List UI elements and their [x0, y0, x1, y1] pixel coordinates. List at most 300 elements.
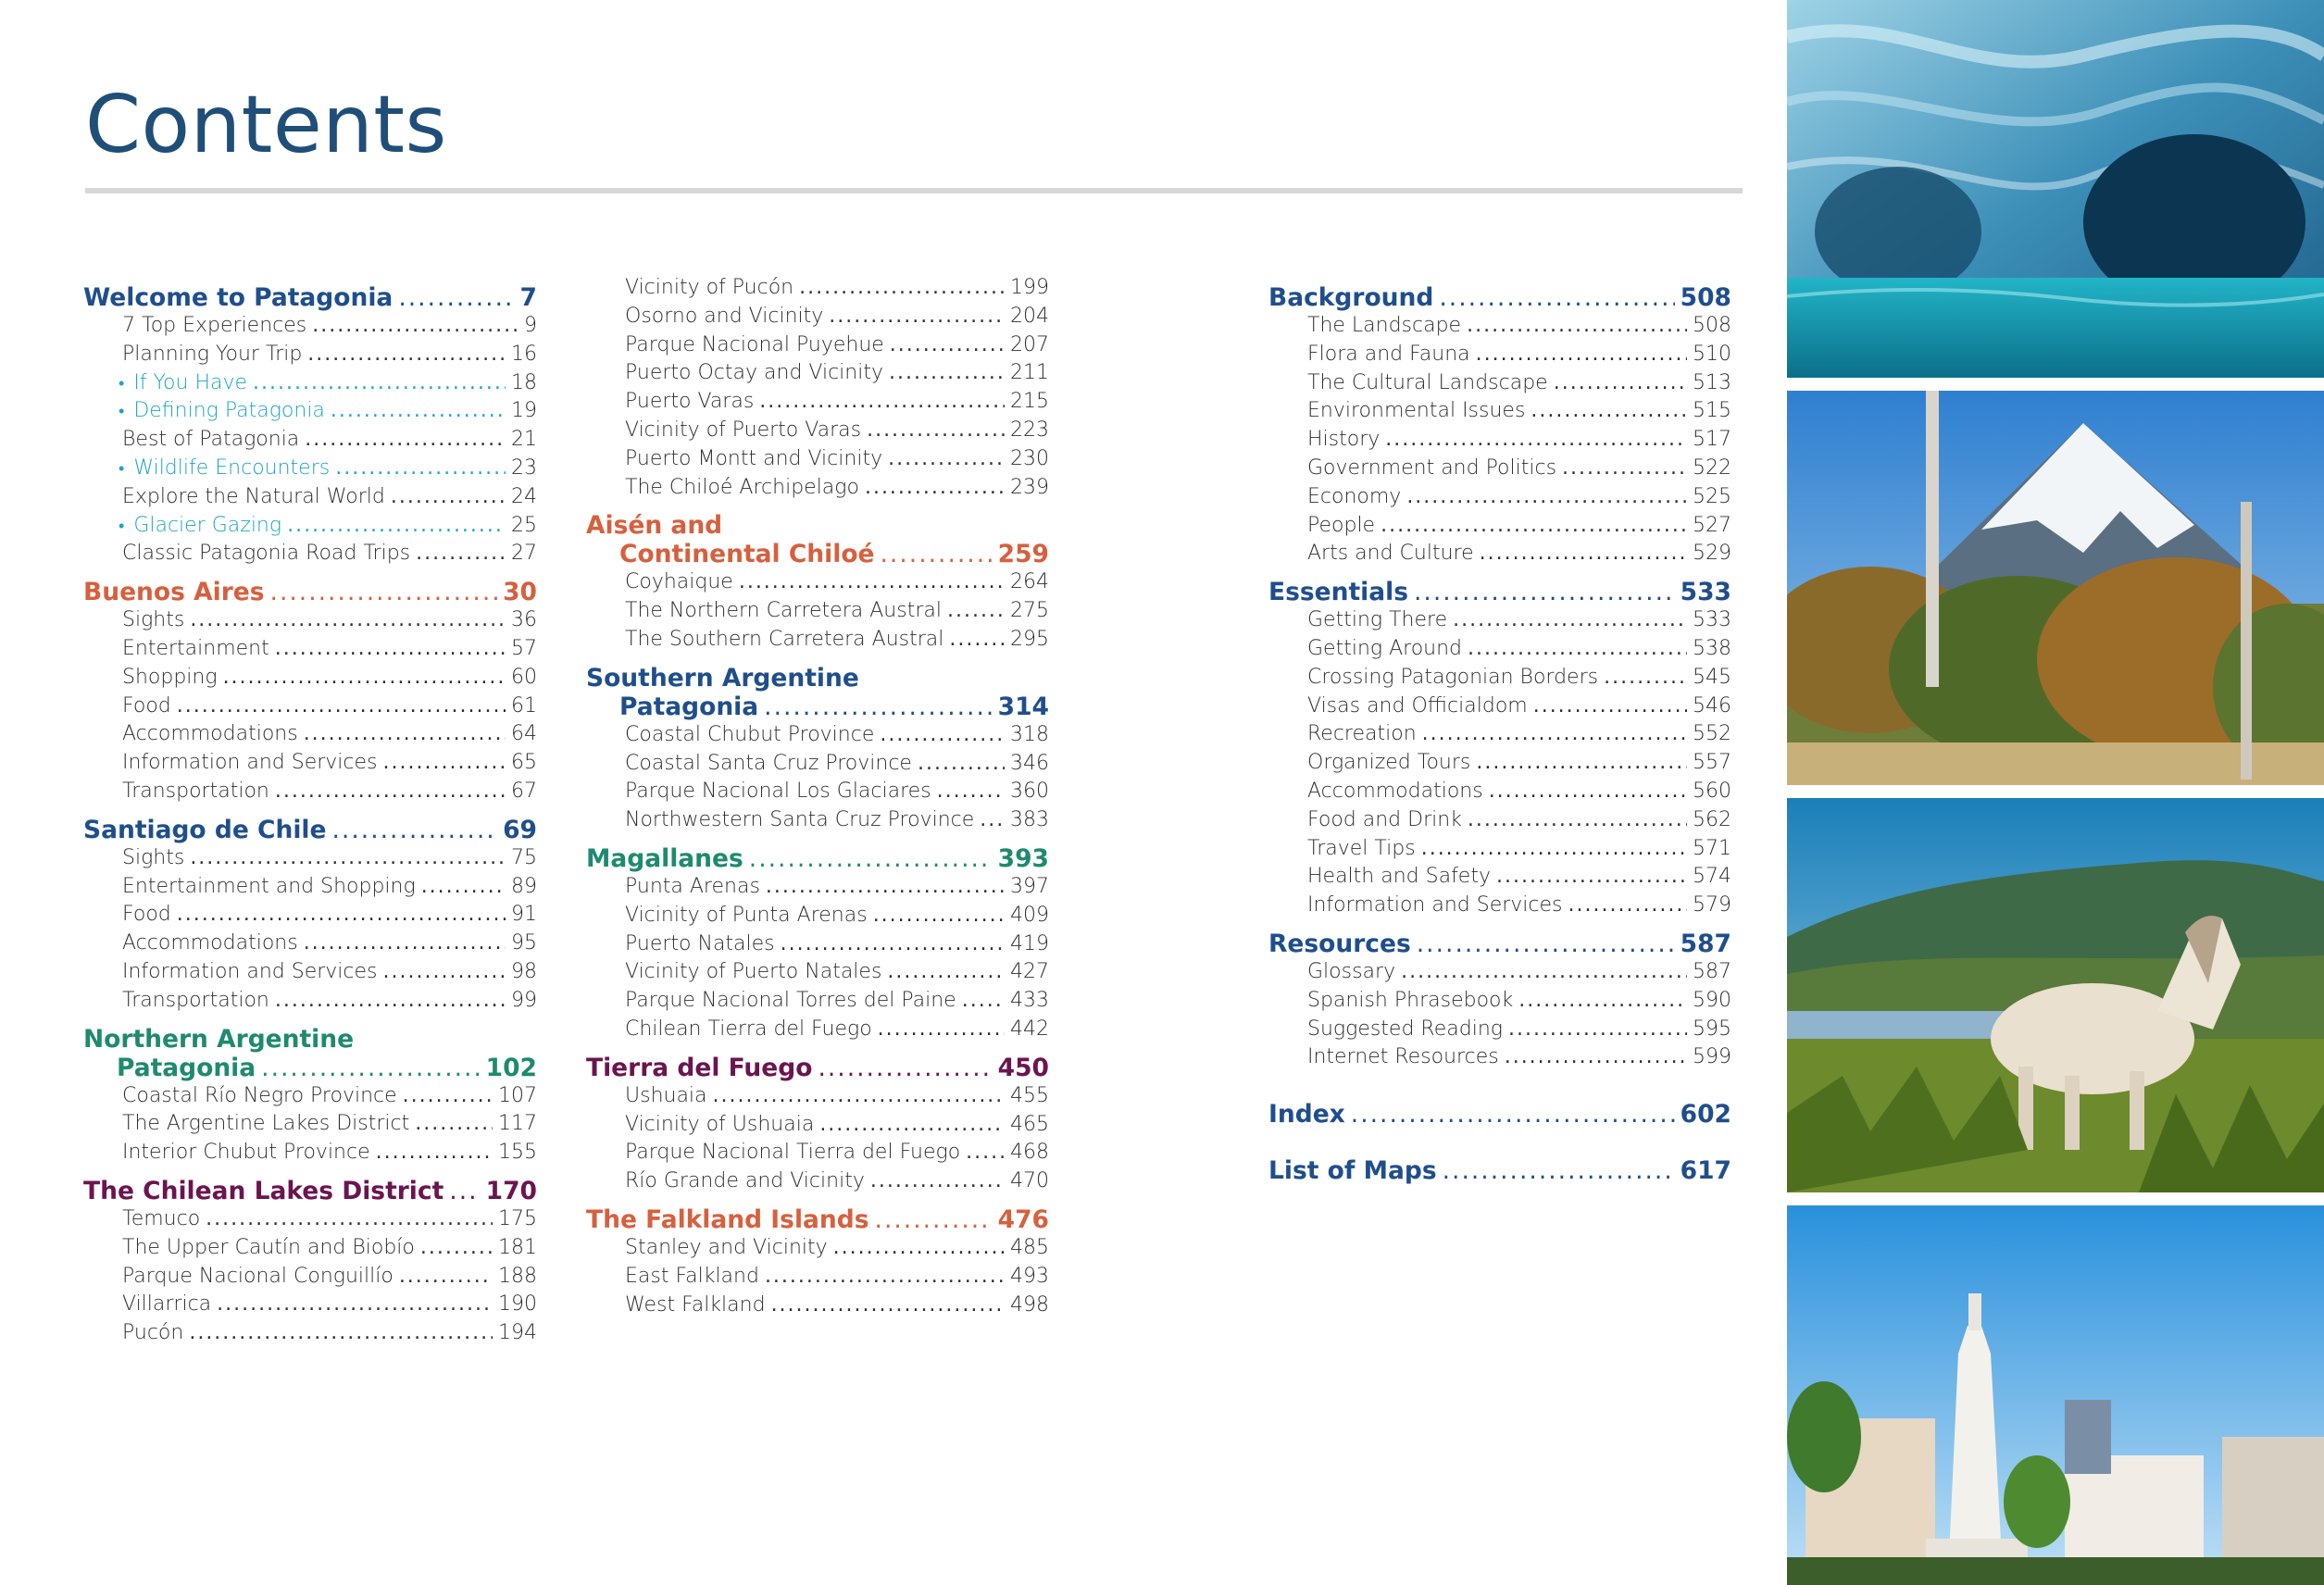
entry-page-number: 19 — [511, 399, 537, 423]
toc-section-magallanes — [586, 844, 1049, 1044]
toc-entry[interactable] — [83, 1263, 537, 1292]
toc-entry[interactable] — [83, 483, 537, 512]
toc-section-list-of-maps — [1268, 1156, 1731, 1185]
entry-title: Flora and Fauna — [1307, 342, 1470, 366]
toc-entry[interactable] — [83, 930, 537, 958]
entry-title: Parque Nacional Los Glaciares — [625, 780, 931, 804]
dot-leader — [1401, 958, 1687, 987]
entry-page-number: 61 — [511, 693, 537, 718]
toc-entry[interactable] — [586, 359, 1049, 388]
toc-entry[interactable] — [1268, 806, 1731, 835]
section-page-number: 7 — [519, 283, 537, 312]
entry-title: The Cultural Landscape — [1307, 370, 1548, 394]
entry-title: Internet Resources — [1307, 1045, 1499, 1069]
entry-title: The Upper Cautín and Biobío — [122, 1235, 415, 1259]
entry-title: People — [1307, 513, 1376, 537]
dot-leader — [312, 312, 519, 341]
toc-entry[interactable] — [1268, 635, 1731, 664]
entry-page-number: 525 — [1693, 484, 1731, 508]
entry-title: Organized Tours — [1307, 751, 1471, 775]
toc-entry[interactable] — [83, 664, 537, 693]
entry-page-number: 18 — [511, 370, 537, 394]
toc-entry[interactable] — [1268, 720, 1731, 749]
dot-leader — [873, 902, 1005, 930]
entry-title: Vicinity of Puerto Varas — [625, 418, 862, 442]
dot-leader — [1531, 397, 1687, 426]
dot-leader — [1604, 664, 1687, 693]
entry-title: Vicinity of Ushuaia — [625, 1112, 815, 1136]
entry-title: Stanley and Vicinity — [625, 1235, 828, 1259]
dot-leader — [376, 1139, 493, 1167]
section-title: Index — [1268, 1100, 1345, 1129]
entry-page-number: 99 — [511, 988, 537, 1012]
entry-page-number: 522 — [1693, 456, 1731, 480]
entry-page-number: 508 — [1693, 314, 1731, 337]
toc-entry[interactable] — [1268, 512, 1731, 541]
toc-entry[interactable] — [586, 1082, 1049, 1111]
entry-page-number: 107 — [498, 1083, 537, 1107]
entry-page-number: 190 — [498, 1292, 537, 1317]
toc-entry[interactable] — [1268, 778, 1731, 806]
entry-page-number: 409 — [1010, 903, 1049, 927]
dot-leader — [1467, 312, 1687, 341]
toc-entry[interactable] — [586, 597, 1049, 626]
section-heading[interactable] — [1268, 1100, 1731, 1129]
dot-leader — [937, 778, 1005, 806]
toc-entry[interactable] — [1268, 341, 1731, 369]
bullet-icon: • — [119, 373, 125, 393]
entry-title: Puerto Varas — [625, 390, 755, 414]
entry-page-number: 9 — [524, 314, 537, 337]
toc-entry[interactable] — [1268, 455, 1731, 483]
toc-entry[interactable] — [83, 1139, 537, 1167]
entry-title: The Argentine Lakes District — [122, 1112, 410, 1136]
toc-entry[interactable] — [586, 1167, 1049, 1196]
toc-section-tierra-del-fuego — [586, 1054, 1049, 1196]
dot-leader — [962, 987, 1005, 1016]
section-heading[interactable] — [83, 578, 537, 606]
toc-section-southern-argentine — [586, 664, 1049, 835]
dot-leader — [1422, 720, 1687, 749]
entry-page-number: 517 — [1693, 428, 1731, 452]
dot-leader — [1453, 606, 1687, 635]
section-heading[interactable] — [83, 816, 537, 844]
dot-leader — [887, 958, 1005, 987]
entry-page-number: 199 — [1010, 276, 1049, 299]
dot-leader — [1417, 930, 1675, 958]
section-heading[interactable] — [586, 664, 1049, 721]
section-title: Tierra del Fuego — [586, 1053, 813, 1082]
entry-page-number: 239 — [1010, 475, 1049, 499]
entry-page-number: 513 — [1693, 370, 1731, 394]
section-title: Magallanes — [586, 843, 743, 873]
entry-page-number: 275 — [1010, 599, 1049, 623]
dot-leader — [889, 359, 1005, 388]
toc-entry[interactable] — [1268, 892, 1731, 920]
toc-entry[interactable] — [586, 1292, 1049, 1320]
entry-title: Food — [122, 903, 171, 927]
toc-entry[interactable] — [586, 626, 1049, 655]
entry-page-number: 493 — [1010, 1264, 1049, 1288]
entry-page-number: 67 — [511, 779, 537, 803]
section-page-number: 450 — [997, 1053, 1049, 1082]
toc-entry[interactable] — [83, 958, 537, 987]
dot-leader — [206, 1205, 493, 1234]
entry-title: Northwestern Santa Cruz Province — [625, 808, 975, 832]
dot-leader — [332, 816, 498, 844]
entry-title: Vicinity of Puerto Natales — [625, 960, 882, 984]
dot-leader — [880, 721, 1005, 750]
section-page-number: 393 — [997, 843, 1049, 873]
section-heading[interactable] — [586, 1205, 1049, 1234]
dot-leader — [749, 844, 993, 873]
toc-entry[interactable] — [83, 426, 537, 455]
toc-entry[interactable] — [586, 1016, 1049, 1044]
section-heading[interactable] — [586, 511, 1049, 568]
dot-leader — [223, 664, 506, 693]
toc-section-welcome-to-patagonia — [83, 283, 537, 568]
entry-title: Interior Chubut Province — [122, 1141, 370, 1165]
toc-entry[interactable] — [1268, 483, 1731, 512]
section-heading[interactable] — [83, 1025, 537, 1082]
entry-page-number: 529 — [1693, 542, 1731, 566]
entry-title: Glossary — [1307, 959, 1396, 983]
toc-entry[interactable] — [586, 303, 1049, 331]
entry-title: Coyhaique — [625, 570, 733, 594]
dot-leader — [1505, 1043, 1687, 1072]
toc-entry[interactable] — [1268, 606, 1731, 635]
title-divider — [85, 188, 1743, 193]
section-heading[interactable] — [1268, 578, 1731, 606]
entry-title: Glacier Gazing — [133, 513, 282, 537]
toc-entry[interactable] — [83, 1319, 537, 1348]
section-title: Southern Argentine — [586, 663, 859, 693]
dot-leader — [403, 1082, 493, 1111]
toc-entry[interactable] — [586, 873, 1049, 902]
toc-section-aisen-and — [586, 511, 1049, 654]
toc-entry[interactable] — [1268, 397, 1731, 426]
toc-entry[interactable] — [83, 397, 537, 426]
dot-leader — [391, 483, 506, 512]
toc-entry[interactable] — [586, 1263, 1049, 1292]
entry-title: Recreation — [1307, 722, 1417, 746]
section-heading[interactable] — [586, 844, 1049, 873]
toc-entry[interactable] — [83, 635, 537, 664]
entry-title: Puerto Octay and Vicinity — [625, 361, 883, 385]
entry-title: Sights — [122, 608, 185, 632]
section-title-row — [586, 540, 1049, 568]
dot-leader — [1381, 512, 1687, 541]
entry-title: The Landscape — [1307, 314, 1462, 337]
dot-leader — [287, 512, 506, 541]
entry-title: Coastal Santa Cruz Province — [625, 751, 912, 775]
entry-page-number: 318 — [1010, 722, 1049, 746]
toc-entry[interactable] — [1268, 1043, 1731, 1072]
toc-entry[interactable] — [1268, 749, 1731, 778]
toc-entry[interactable] — [1268, 664, 1731, 693]
toc-entry[interactable] — [586, 331, 1049, 360]
entry-title: Government and Politics — [1307, 456, 1557, 480]
dot-leader — [875, 1205, 993, 1234]
toc-entry[interactable] — [83, 312, 537, 341]
toc-entry[interactable] — [586, 568, 1049, 597]
entry-page-number: 427 — [1010, 960, 1049, 984]
dot-leader — [305, 426, 506, 455]
section-page-number: 476 — [997, 1204, 1049, 1234]
toc-entry[interactable] — [586, 987, 1049, 1016]
dot-leader — [383, 958, 506, 987]
entry-title: Planning Your Trip — [122, 342, 303, 366]
entry-page-number: 188 — [498, 1264, 537, 1288]
toc-entry[interactable] — [83, 749, 537, 778]
dot-leader — [947, 597, 1005, 626]
entry-page-number: 533 — [1693, 608, 1731, 632]
entry-page-number: 465 — [1010, 1112, 1049, 1136]
toc-entry[interactable] — [83, 844, 537, 873]
toc-entry[interactable] — [1268, 693, 1731, 721]
entry-title: Vicinity of Pucón — [625, 276, 794, 299]
entry-title: Arts and Culture — [1307, 542, 1474, 566]
toc-entry[interactable] — [586, 1111, 1049, 1140]
toc-entry[interactable] — [83, 987, 537, 1016]
toc-entry[interactable] — [83, 873, 537, 902]
toc-entry[interactable] — [586, 417, 1049, 445]
section-title: Northern Argentine — [83, 1024, 355, 1054]
toc-entry[interactable] — [586, 1139, 1049, 1167]
dot-leader — [829, 303, 1005, 331]
toc-section-the-falkland-islands — [586, 1205, 1049, 1319]
entry-title: Pucón — [122, 1321, 184, 1345]
toc-entry[interactable] — [586, 388, 1049, 417]
section-heading[interactable] — [1268, 283, 1731, 312]
bullet-icon: • — [119, 458, 125, 479]
entry-page-number: 546 — [1693, 693, 1731, 718]
entry-title: Economy — [1307, 484, 1402, 508]
dot-leader — [190, 844, 506, 873]
dot-leader — [217, 1291, 493, 1319]
toc-entry[interactable] — [83, 901, 537, 930]
toc-entry[interactable] — [83, 1110, 537, 1139]
toc-entry[interactable] — [83, 1291, 537, 1319]
section-title: Buenos Aires — [83, 578, 265, 607]
dot-leader — [888, 445, 1005, 474]
section-heading[interactable] — [83, 1177, 537, 1205]
entry-page-number: 91 — [511, 903, 537, 927]
toc-entry[interactable] — [83, 1234, 537, 1263]
dot-leader — [766, 873, 1005, 902]
dot-leader — [818, 1054, 992, 1082]
section-title: Resources — [1268, 929, 1411, 958]
toc-entry[interactable] — [586, 474, 1049, 503]
entry-page-number: 442 — [1010, 1017, 1049, 1041]
section-heading[interactable] — [83, 283, 537, 312]
toc-entry[interactable] — [83, 341, 537, 369]
toc-entry[interactable] — [586, 806, 1049, 835]
toc-entry[interactable] — [83, 1205, 537, 1234]
toc-entry[interactable] — [1268, 835, 1731, 864]
dot-leader — [261, 1054, 481, 1082]
dot-leader — [870, 1167, 1005, 1196]
section-title: Aisén and — [586, 511, 723, 541]
dot-leader — [1568, 892, 1688, 920]
toc-entry[interactable] — [586, 274, 1049, 303]
entry-page-number: 27 — [511, 542, 537, 566]
entry-title: Environmental Issues — [1307, 399, 1526, 423]
toc-entry[interactable] — [586, 958, 1049, 987]
toc-section-essentials — [1268, 578, 1731, 920]
dot-leader — [1414, 578, 1675, 606]
toc-entry[interactable] — [83, 606, 537, 635]
dot-leader — [1351, 1100, 1675, 1129]
toc-entry[interactable] — [586, 902, 1049, 930]
entry-page-number: 16 — [511, 342, 537, 366]
toc-entry[interactable] — [1268, 426, 1731, 455]
toc-entry[interactable] — [83, 455, 537, 483]
toc-entry[interactable] — [1268, 863, 1731, 892]
toc-entry[interactable] — [83, 720, 537, 749]
dot-leader — [1385, 426, 1687, 455]
toc-entry[interactable] — [1268, 312, 1731, 341]
entry-page-number: 36 — [511, 608, 537, 632]
dot-leader — [1421, 835, 1687, 864]
section-title: Background — [1268, 283, 1434, 312]
toc-entry[interactable] — [1268, 1016, 1731, 1044]
entry-page-number: 155 — [498, 1141, 537, 1165]
dot-leader — [1476, 341, 1687, 369]
toc-entry[interactable] — [1268, 369, 1731, 398]
section-page-number: 587 — [1680, 929, 1731, 958]
toc-section-santiago-de-chile — [83, 816, 537, 1016]
toc-entry[interactable] — [586, 445, 1049, 474]
toc-entry[interactable] — [1268, 987, 1731, 1016]
entry-page-number: 204 — [1010, 304, 1049, 328]
toc-entry[interactable] — [586, 1234, 1049, 1263]
dot-leader — [1562, 455, 1687, 483]
bullet-icon: • — [119, 516, 125, 536]
toc-section-resources — [1268, 930, 1731, 1072]
entry-title: Ushuaia — [625, 1083, 707, 1107]
entry-page-number: 75 — [511, 845, 537, 869]
entry-title: Parque Nacional Conguillío — [122, 1264, 394, 1288]
section-page-number: 259 — [997, 540, 1049, 569]
entry-title: East Falkland — [625, 1264, 759, 1288]
dot-leader — [1533, 693, 1687, 721]
dot-leader — [713, 1082, 1005, 1111]
toc-column-1 — [83, 274, 537, 1348]
entry-page-number: 60 — [511, 665, 537, 689]
entry-title: Visas and Officialdom — [1307, 693, 1528, 718]
toc-section-index — [1268, 1100, 1731, 1129]
toc-section-background — [1268, 283, 1731, 568]
entry-page-number: 595 — [1693, 1017, 1731, 1041]
dot-leader — [304, 930, 506, 958]
entry-title: Crossing Patagonian Borders — [1307, 665, 1599, 689]
entry-title: Getting Around — [1307, 636, 1463, 660]
entry-page-number: 194 — [498, 1321, 537, 1345]
toc-entry[interactable] — [586, 930, 1049, 959]
toc-entry[interactable] — [1268, 958, 1731, 987]
dot-leader — [819, 1111, 1005, 1140]
toc-entry[interactable] — [586, 721, 1049, 750]
toc-entry[interactable] — [586, 778, 1049, 806]
section-page-number: 69 — [503, 815, 537, 844]
dot-leader — [881, 540, 993, 568]
entry-title: Shopping — [122, 665, 218, 689]
dot-leader — [949, 626, 1005, 655]
plaza-monument-photo — [1787, 1205, 2324, 1585]
toc-entry[interactable] — [83, 512, 537, 541]
section-heading[interactable] — [1268, 1156, 1731, 1185]
toc-entry[interactable] — [83, 369, 537, 398]
entry-page-number: 207 — [1010, 332, 1049, 356]
entry-page-number: 515 — [1693, 399, 1731, 423]
dot-leader — [1489, 778, 1687, 806]
section-page-number: 617 — [1680, 1156, 1731, 1186]
toc-section-continued — [586, 274, 1049, 502]
dot-leader — [335, 455, 506, 483]
dot-leader — [304, 720, 506, 749]
entry-page-number: 552 — [1693, 722, 1731, 746]
dot-leader — [1518, 987, 1687, 1016]
dot-leader — [331, 397, 506, 426]
section-title: Santiago de Chile — [83, 815, 327, 844]
entry-page-number: 181 — [498, 1235, 537, 1259]
toc-entry[interactable] — [83, 693, 537, 721]
entry-page-number: 211 — [1010, 361, 1049, 385]
entry-page-number: 485 — [1010, 1235, 1049, 1259]
page-title: Contents — [85, 79, 447, 171]
dot-leader — [421, 873, 506, 902]
entry-page-number: 397 — [1010, 874, 1049, 898]
dot-leader — [270, 578, 498, 606]
entry-page-number: 599 — [1693, 1045, 1731, 1069]
entry-title: Travel Tips — [1307, 836, 1416, 860]
dot-leader — [865, 474, 1005, 503]
dot-leader — [759, 388, 1005, 417]
entry-title: Accommodations — [122, 931, 298, 955]
section-page-number: 170 — [485, 1176, 537, 1205]
toc-entry[interactable] — [586, 750, 1049, 779]
toc-section-northern-argentine — [83, 1025, 537, 1167]
dot-leader — [275, 635, 506, 664]
toc-entry[interactable] — [83, 778, 537, 806]
toc-entry[interactable] — [83, 1082, 537, 1111]
dot-leader — [867, 417, 1005, 445]
entry-title: Information and Services — [1307, 893, 1563, 917]
photo-strip — [1787, 0, 2324, 1585]
dot-leader — [399, 1263, 493, 1292]
entry-title: Food — [122, 693, 171, 718]
section-heading[interactable] — [586, 1054, 1049, 1082]
entry-page-number: 57 — [511, 636, 537, 660]
section-title: The Chilean Lakes District — [83, 1176, 444, 1205]
toc-entry[interactable] — [83, 540, 537, 568]
section-title: Essentials — [1268, 578, 1408, 607]
entry-page-number: 64 — [511, 722, 537, 746]
entry-page-number: 579 — [1693, 893, 1731, 917]
entry-page-number: 574 — [1693, 865, 1731, 889]
entry-title: Parque Nacional Torres del Paine — [625, 989, 956, 1013]
section-heading[interactable] — [1268, 930, 1731, 958]
entry-page-number: 527 — [1693, 513, 1731, 537]
dot-leader — [449, 1177, 480, 1205]
dot-leader — [764, 693, 993, 721]
entry-title: Food and Drink — [1307, 807, 1462, 831]
section-title: List of Maps — [1268, 1156, 1437, 1186]
toc-entry[interactable] — [1268, 540, 1731, 568]
dot-leader — [1439, 283, 1674, 312]
entry-title: Sights — [122, 845, 185, 869]
